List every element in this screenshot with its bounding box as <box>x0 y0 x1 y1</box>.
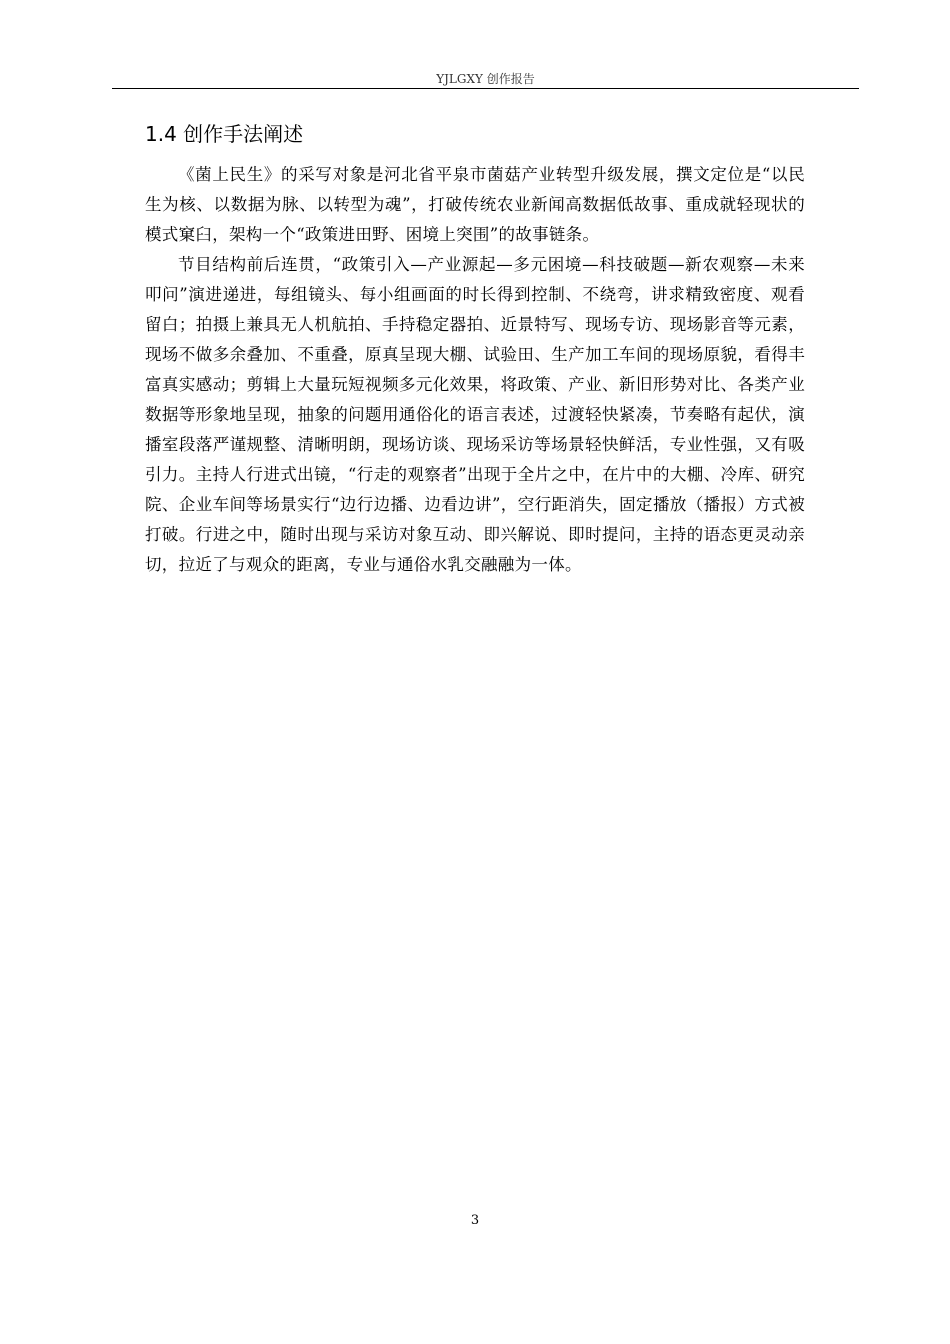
header-divider <box>112 88 859 89</box>
running-header: YJLGXY 创作报告 <box>436 72 535 86</box>
section-heading: 1.4 创作手法阐述 <box>145 122 304 146</box>
paragraph: 节目结构前后连贯，“政策引入—产业源起—多元困境—科技破题—新农观察—未来叩问”演进递进，每组镜头、每小组画面的时长得到控制、不绕弯，讲求精致密度、观看留白；拍摄上兼具无人机航拍、手持稳定器拍、近景特写、现场专访、现场影音等元素，现场不做多余叠加、不重叠，原真呈现大棚、试验田、生产加工车间的现场原貌，看得丰富真实感动；剪辑上大量玩短视频多元化效果，将政策、产业、新旧形势对比、各类产业数据等形象地呈现，抽象的问题用通俗化的语言表述，过渡轻快紧凑，节奏略有起伏，演播室段落严谨规整、清晰明朗，现场访谈、现场采访等场景轻快鲜活，专业性强，又有吸引力。主持人行进式出镜，“行走的观察者”出现于全片之中，在片中的大棚、冷库、研究院、企业车间等场景实行“边行边播、边看边讲”，空行距消失，固定播放（播报）方式被打破。行进之中，随时出现与采访对象互动、即兴解说、即时提问，主持的语态更灵动亲切，拉近了与观众的距离，专业与通俗水乳交融融为一体。 <box>145 255 805 574</box>
section-body <box>145 160 805 580</box>
page-number: 3 <box>470 1213 480 1228</box>
paragraph: 《菌上民生》的采写对象是河北省平泉市菌菇产业转型升级发展，撰文定位是“以民生为核、以数据为脉、以转型为魂”，打破传统农业新闻高数据低故事、重成就轻现状的模式窠臼，架构一个“政策进田野、困境上突围”的故事链条。 <box>145 165 805 244</box>
